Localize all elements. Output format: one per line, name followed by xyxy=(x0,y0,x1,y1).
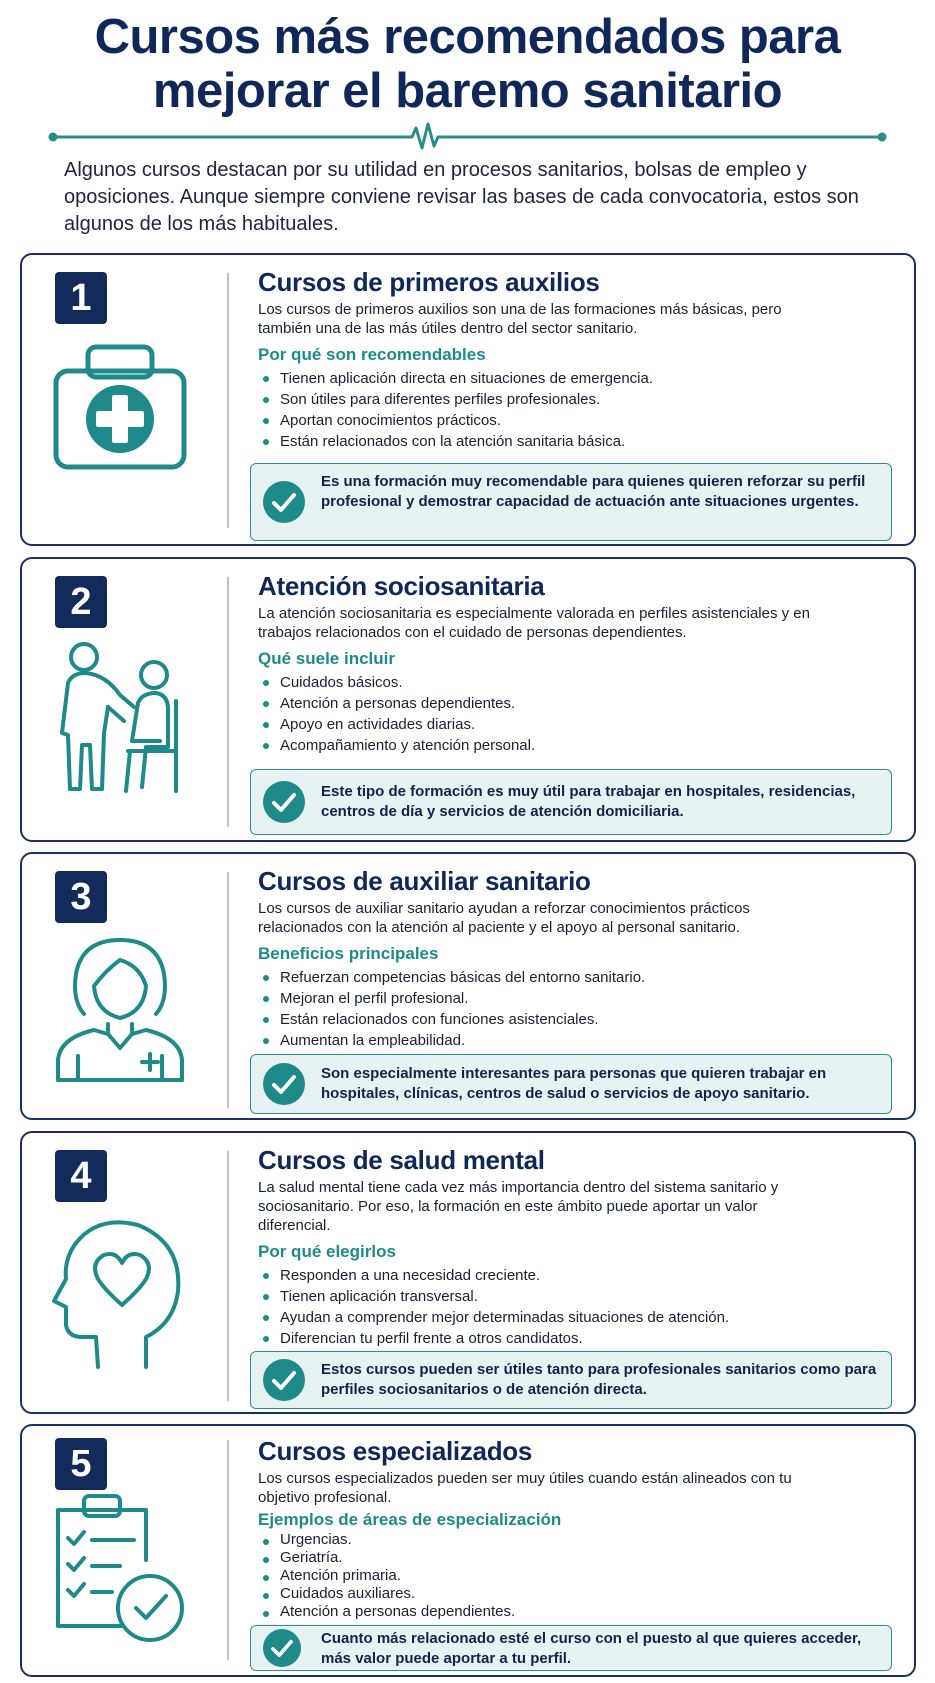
caregiver-icon xyxy=(50,637,200,797)
callout-box xyxy=(250,769,892,835)
card-subtitle: Ejemplos de áreas de especialización xyxy=(258,1510,562,1529)
card-number: 3 xyxy=(55,871,107,923)
callout-box xyxy=(250,1054,892,1114)
first-aid-kit-icon xyxy=(50,337,190,477)
card-content xyxy=(258,1143,892,1349)
card-content xyxy=(258,569,892,756)
callout-text: Es una formación muy recomendable para quienes quieren reforzar su perfil profesional y demostrar capacidad de actuación ante situaciones urgentes. xyxy=(321,473,866,510)
callout-box xyxy=(250,1625,892,1671)
list-item: Cuidados auxiliares. xyxy=(258,1585,892,1603)
check-circle-icon xyxy=(263,481,305,523)
card-divider xyxy=(227,273,229,528)
check-circle-icon xyxy=(263,781,305,823)
list-item: Responden a una necesidad creciente. xyxy=(258,1265,892,1286)
course-card-especializados xyxy=(20,1424,916,1677)
check-circle-icon xyxy=(263,1063,305,1105)
card-bullet-list xyxy=(258,368,892,452)
card-description: Los cursos de auxiliar sanitario ayudan a reforzar conocimientos prácticos relacionados con la atención al paciente y el apoyo al personal sanitario. xyxy=(258,900,750,936)
callout-text: Este tipo de formación es muy útil para trabajar en hospitales, residencias, centros de día y servicios de atención domiciliaria. xyxy=(321,783,856,820)
check-circle-icon xyxy=(263,1359,305,1401)
card-subtitle: Por qué elegirlos xyxy=(258,1242,396,1261)
course-card-first-aid xyxy=(20,253,916,546)
page-title xyxy=(0,10,935,118)
card-bullet-list xyxy=(258,1265,892,1349)
list-item: Diferencian tu perfil frente a otros candidatos. xyxy=(258,1328,892,1349)
intro-text: Algunos cursos destacan por su utilidad en procesos sanitarios, bolsas de empleo y oposiciones. Aunque siempre conviene revisar las bases de cada convocatoria, estos son algunos de los más habituales. xyxy=(64,159,859,235)
card-number: 4 xyxy=(55,1150,107,1202)
course-card-auxiliar-sanitario xyxy=(20,852,916,1120)
callout-box xyxy=(250,463,892,541)
card-title: Cursos de auxiliar sanitario xyxy=(258,866,591,896)
mental-health-head-icon xyxy=(50,1213,200,1373)
card-title: Cursos de primeros auxilios xyxy=(258,267,600,297)
card-subtitle: Por qué son recomendables xyxy=(258,345,486,364)
clipboard-check-icon xyxy=(50,1490,190,1650)
list-item: Atención a personas dependientes. xyxy=(258,1603,892,1621)
heartbeat-divider-icon xyxy=(48,122,888,152)
card-divider xyxy=(227,1440,229,1660)
callout-text: Estos cursos pueden ser útiles tanto para profesionales sanitarios como para perfiles sociosanitarios o de atención directa. xyxy=(321,1361,877,1398)
list-item: Geriatría. xyxy=(258,1549,892,1567)
card-number: 1 xyxy=(55,272,107,324)
course-card-salud-mental xyxy=(20,1131,916,1414)
card-description: Los cursos especializados pueden ser muy útiles cuando están alineados con tu objetivo profesional. xyxy=(258,1470,792,1506)
list-item: Acompañamiento y atención personal. xyxy=(258,735,892,756)
card-subtitle: Beneficios principales xyxy=(258,944,439,963)
card-content xyxy=(258,1434,892,1621)
list-item: Aportan conocimientos prácticos. xyxy=(258,410,892,431)
card-title: Cursos de salud mental xyxy=(258,1145,545,1175)
list-item: Refuerzan competencias básicas del entorno sanitario. xyxy=(258,967,892,988)
card-number: 5 xyxy=(55,1438,107,1490)
card-divider xyxy=(227,577,229,827)
card-title: Cursos especializados xyxy=(258,1436,533,1466)
callout-box xyxy=(250,1351,892,1409)
list-item: Son útiles para diferentes perfiles profesionales. xyxy=(258,389,892,410)
card-number: 2 xyxy=(55,576,107,628)
list-item: Ayudan a comprender mejor determinadas situaciones de atención. xyxy=(258,1307,892,1328)
card-description: Los cursos de primeros auxilios son una de las formaciones más básicas, pero también una de las más útiles dentro del sector sanitario. xyxy=(258,301,782,337)
list-item: Están relacionados con funciones asistenciales. xyxy=(258,1009,892,1030)
callout-text: Son especialmente interesantes para personas que quieren trabajar en hospitales, clínicas, centros de salud o servicios de apoyo sanitario. xyxy=(321,1065,827,1102)
list-item: Atención primaria. xyxy=(258,1567,892,1585)
card-content xyxy=(258,265,892,452)
course-card-sociosanitaria xyxy=(20,557,916,842)
list-item: Atención a personas dependientes. xyxy=(258,693,892,714)
list-item: Aumentan la empleabilidad. xyxy=(258,1030,892,1051)
list-item: Cuidados básicos. xyxy=(258,672,892,693)
nurse-icon xyxy=(50,930,190,1090)
card-divider xyxy=(227,1151,229,1401)
card-title: Atención sociosanitaria xyxy=(258,571,545,601)
card-divider xyxy=(227,872,229,1108)
list-item: Tienen aplicación directa en situaciones de emergencia. xyxy=(258,368,892,389)
list-item: Apoyo en actividades diarias. xyxy=(258,714,892,735)
list-item: Urgencias. xyxy=(258,1531,892,1549)
list-item: Tienen aplicación transversal. xyxy=(258,1286,892,1307)
card-bullet-list xyxy=(258,967,892,1051)
card-content xyxy=(258,864,892,1051)
callout-text: Cuanto más relacionado esté el curso con el puesto al que quieres acceder, más valor puede aportar a tu perfil. xyxy=(321,1630,862,1667)
card-description: La atención sociosanitaria es especialmente valorada en perfiles asistenciales y en trabajos relacionados con el cuidado de personas dependientes. xyxy=(258,605,810,641)
page-title-line-1: Cursos más recomendados para xyxy=(94,10,841,64)
card-subtitle: Qué suele incluir xyxy=(258,649,395,668)
card-bullet-list xyxy=(258,1531,892,1621)
card-bullet-list xyxy=(258,672,892,756)
card-description: La salud mental tiene cada vez más importancia dentro del sistema sanitario y sociosanitario. Por eso, la formación en este ámbito puede aportar un valor diferencial. xyxy=(258,1179,779,1234)
list-item: Mejoran el perfil profesional. xyxy=(258,988,892,1009)
check-circle-icon xyxy=(263,1629,301,1667)
page-title-line-2: mejorar el baremo sanitario xyxy=(152,64,783,118)
list-item: Están relacionados con la atención sanitaria básica. xyxy=(258,431,892,452)
